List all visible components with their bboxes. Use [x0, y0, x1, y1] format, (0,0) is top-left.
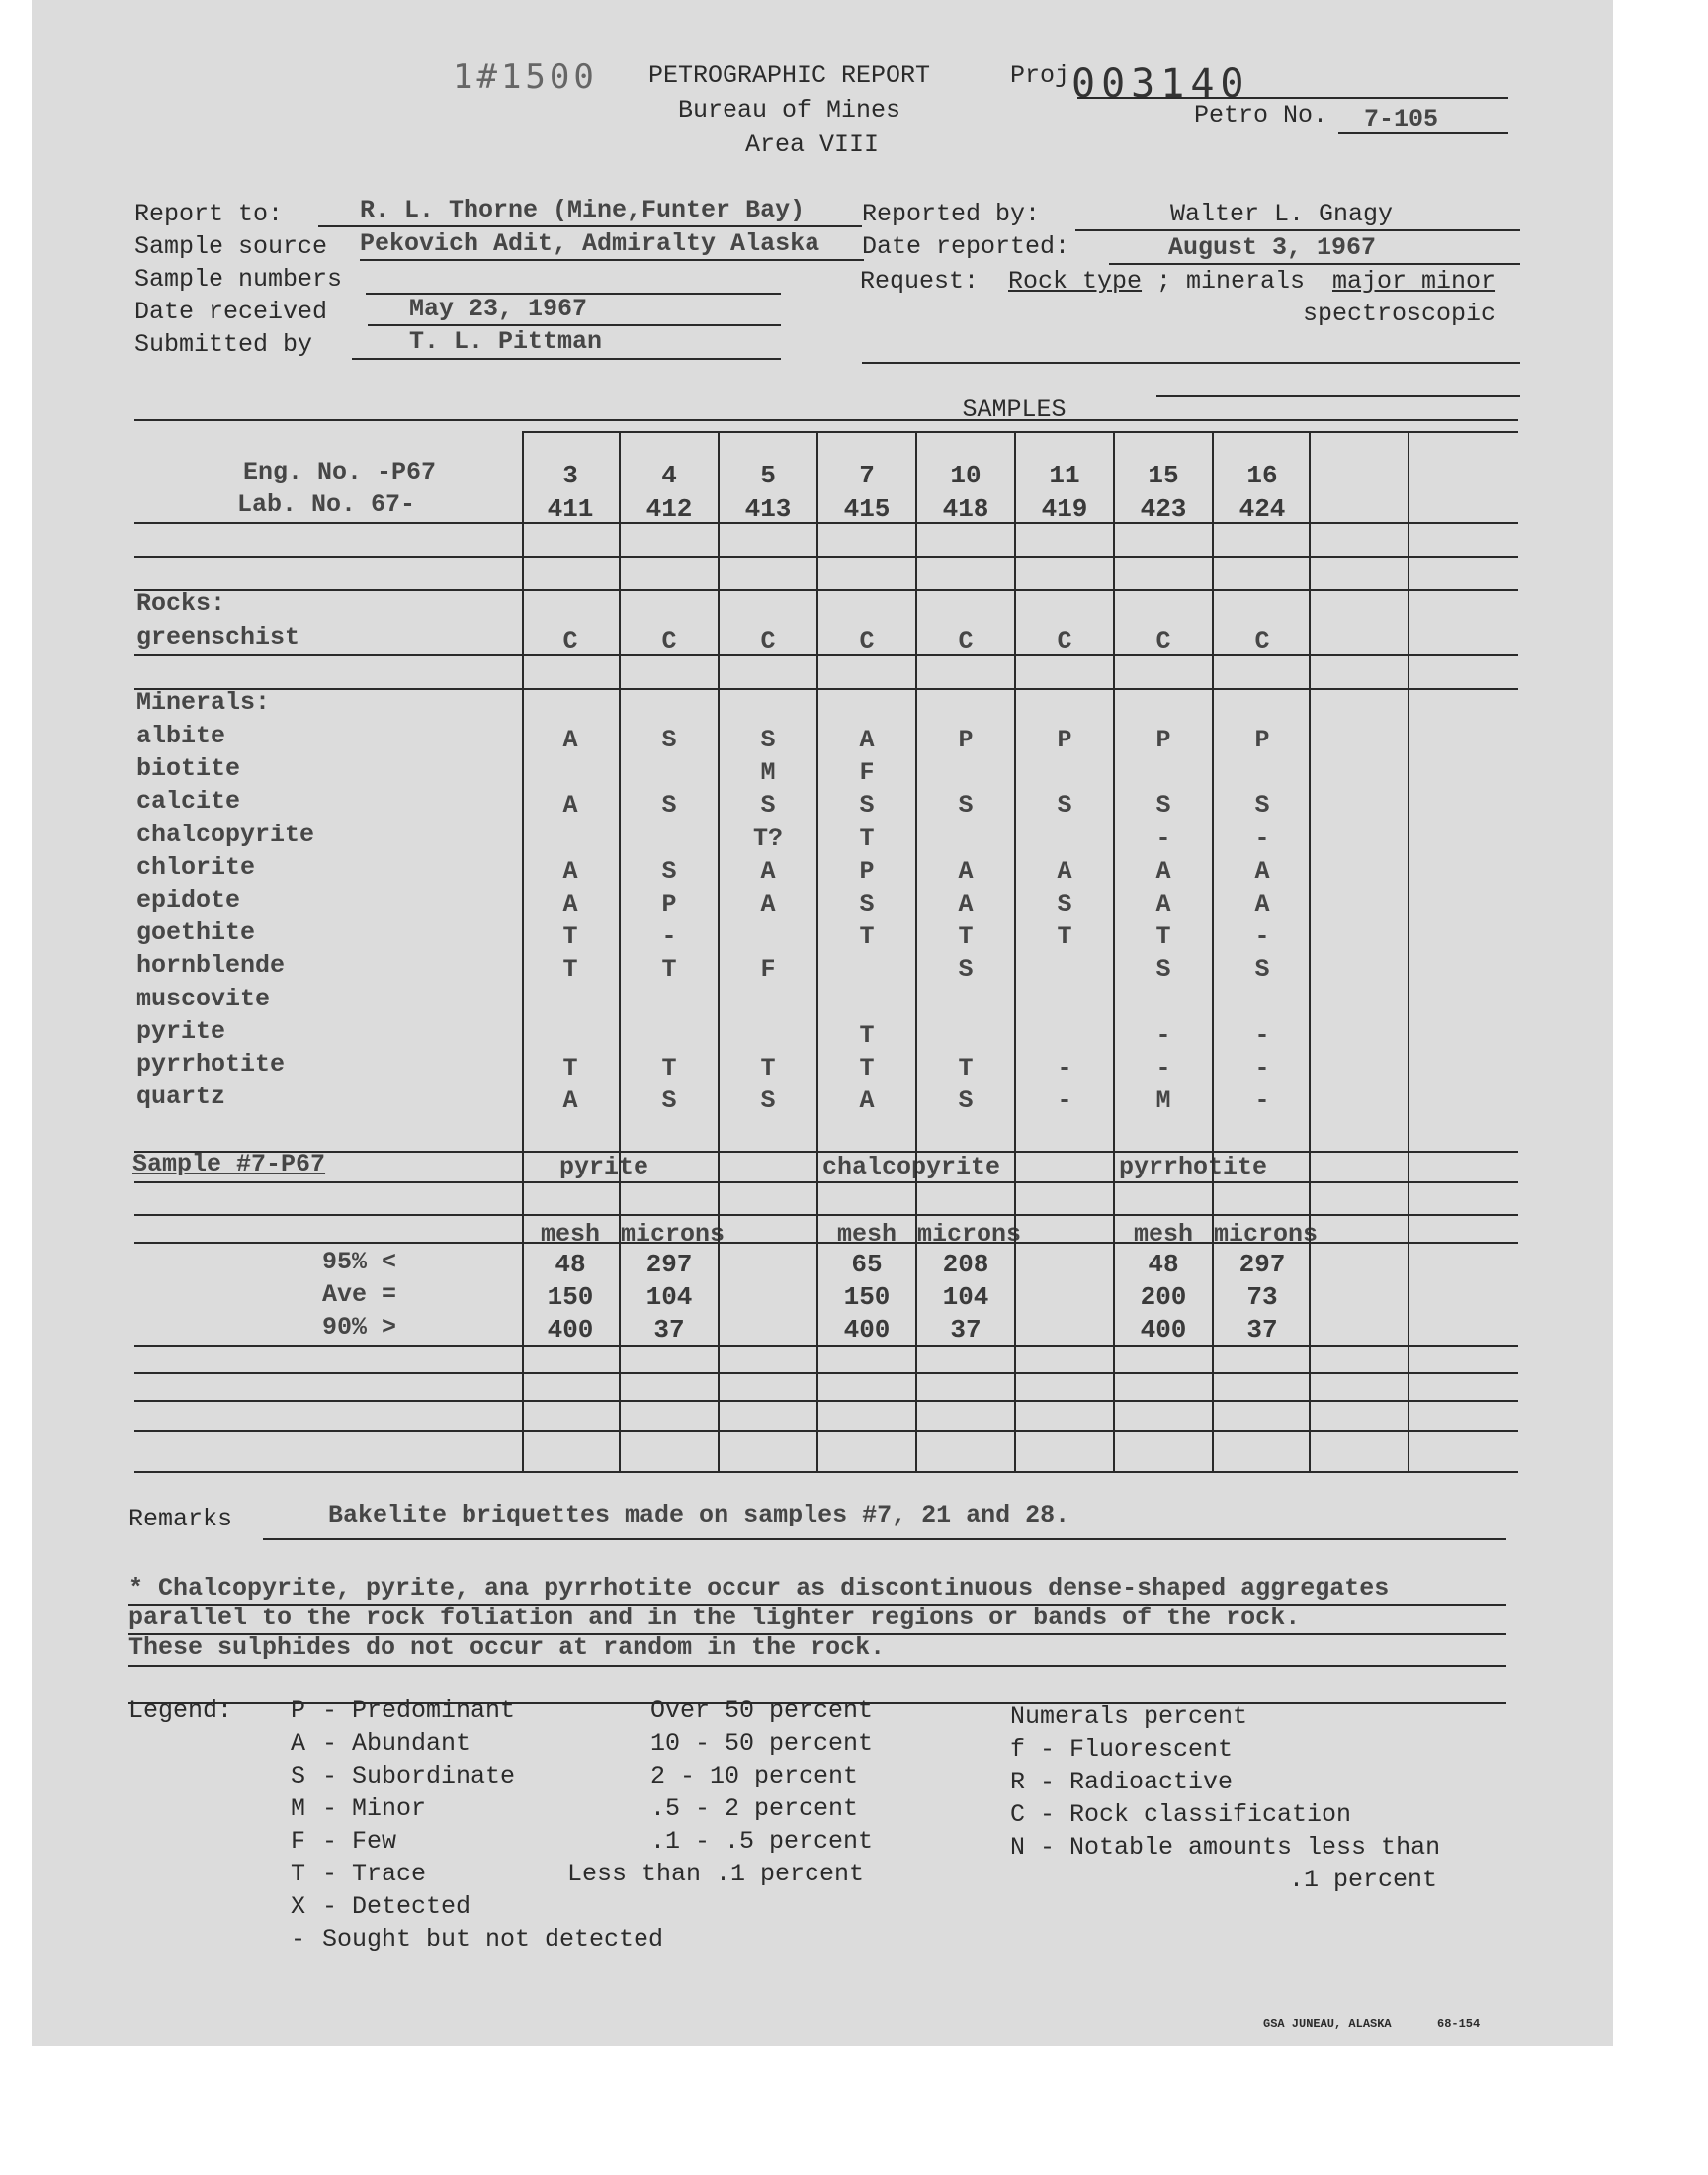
- remarks-line-4: These sulphides do not occur at random in the rock.: [128, 1633, 886, 1662]
- mineral-name: biotite: [136, 754, 241, 784]
- row-rule: [134, 1430, 1518, 1432]
- grain-row-label: Ave =: [322, 1280, 397, 1309]
- request-label: Request:: [860, 267, 980, 296]
- micron-value-cell: 104: [942, 1282, 989, 1312]
- row-rule: [134, 1214, 1518, 1216]
- margin-stamp: 1#1500: [453, 57, 598, 97]
- column-rule: [718, 431, 720, 1473]
- legend-meaning: - Predominant: [322, 1696, 516, 1725]
- mineral-value-cell: -: [1254, 1054, 1270, 1083]
- rock-value-cell: C: [1057, 627, 1072, 655]
- legend-range: Over 50 percent: [650, 1696, 874, 1725]
- column-rule: [1014, 431, 1016, 1473]
- eng-number-cell: 5: [760, 461, 776, 490]
- remarks-line-3: parallel to the rock foliation and in the lighter regions or bands of the rock.: [128, 1604, 1301, 1632]
- mineral-value-cell: F: [760, 955, 776, 985]
- remarks-line-2: * Chalcopyrite, pyrite, ana pyrrhotite occur as discontinuous dense-shaped aggregates: [128, 1574, 1390, 1603]
- sample-numbers-label: Sample numbers: [134, 265, 343, 294]
- legend-meaning: - Abundant: [322, 1729, 471, 1758]
- report-title: PETROGRAPHIC REPORT: [648, 61, 931, 90]
- micron-value-cell: 297: [645, 1250, 693, 1279]
- legend-code: M: [291, 1794, 306, 1823]
- mineral-value-cell: S: [760, 726, 776, 754]
- grain-sample-label: Sample #7-P67: [132, 1150, 326, 1178]
- mineral-name: albite: [136, 722, 226, 750]
- mesh-value-cell: 48: [1148, 1250, 1179, 1279]
- mineral-value-cell: T: [661, 955, 677, 985]
- eng-number-cell: 16: [1246, 461, 1278, 490]
- mineral-value-cell: -: [1155, 824, 1171, 853]
- mineral-value-cell: -: [661, 922, 677, 952]
- row-rule: [134, 522, 1518, 524]
- row-rule: [134, 654, 1518, 656]
- mineral-value-cell: F: [859, 758, 875, 788]
- column-rule: [522, 431, 524, 1473]
- legend-note: R - Radioactive: [1010, 1768, 1234, 1796]
- eng-number-cell: 4: [661, 461, 677, 490]
- proj-label: Proj: [1010, 61, 1070, 90]
- mineral-value-cell: A: [1057, 856, 1072, 886]
- mineral-value-cell: -: [1254, 824, 1270, 853]
- legend-meaning: - Trace: [322, 1860, 427, 1888]
- request-rock-type: Rock type: [1008, 267, 1143, 296]
- column-rule: [619, 431, 621, 1473]
- mineral-value-cell: S: [1254, 791, 1270, 821]
- lab-number-cell: 418: [942, 494, 989, 524]
- rock-value-cell: C: [1254, 627, 1270, 655]
- microns-header: microns: [1214, 1220, 1319, 1249]
- mineral-value-cell: A: [958, 856, 974, 886]
- mesh-value-cell: 150: [547, 1282, 594, 1312]
- mineral-value-cell: T: [562, 922, 578, 952]
- mineral-value-cell: S: [760, 791, 776, 821]
- mineral-name: pyrite: [136, 1016, 226, 1046]
- rock-value-cell: C: [1155, 627, 1171, 655]
- lab-number-cell: 413: [744, 494, 792, 524]
- mineral-name: chlorite: [136, 852, 256, 882]
- mineral-value-cell: S: [760, 1087, 776, 1116]
- legend-range: Less than .1 percent: [567, 1860, 865, 1888]
- micron-value-cell: 104: [645, 1282, 693, 1312]
- mesh-value-cell: 48: [555, 1250, 586, 1279]
- mineral-value-cell: S: [661, 856, 677, 886]
- rock-value-cell: C: [958, 627, 974, 655]
- mineral-value-cell: -: [1254, 1020, 1270, 1050]
- area-label: Area VIII: [745, 130, 880, 159]
- eng-number-cell: 3: [562, 461, 578, 490]
- row-rule: [134, 1400, 1518, 1402]
- submitted-by-label: Submitted by: [134, 330, 313, 359]
- legend-range: 10 - 50 percent: [650, 1729, 874, 1758]
- rock-name: greenschist: [136, 623, 300, 652]
- legend-meaning: - Few: [322, 1827, 397, 1856]
- mineral-value-cell: S: [859, 791, 875, 821]
- mineral-name: pyrrhotite: [136, 1050, 286, 1079]
- petro-number: 7-105: [1364, 105, 1439, 133]
- legend-meaning: Sought but not detected: [322, 1925, 664, 1954]
- remarks-label: Remarks: [128, 1505, 233, 1533]
- grain-group-name: pyrite: [559, 1153, 649, 1181]
- mineral-value-cell: S: [1057, 890, 1072, 918]
- mineral-value-cell: M: [760, 758, 776, 788]
- row-rule: [134, 1372, 1518, 1374]
- mineral-value-cell: A: [859, 726, 875, 754]
- mineral-value-cell: A: [1254, 856, 1270, 886]
- row-rule: [134, 1151, 1518, 1153]
- request-spectroscopic: spectroscopic: [1303, 300, 1496, 328]
- mesh-header: mesh: [540, 1220, 600, 1249]
- legend-code: A: [291, 1729, 306, 1758]
- legend-code: S: [291, 1762, 306, 1790]
- mineral-value-cell: S: [661, 726, 677, 754]
- lab-number-cell: 424: [1238, 494, 1286, 524]
- mineral-value-cell: T: [562, 955, 578, 985]
- mineral-value-cell: A: [760, 890, 776, 918]
- micron-value-cell: 73: [1246, 1282, 1278, 1312]
- legend-note: .1 percent: [1289, 1866, 1438, 1894]
- mineral-value-cell: A: [562, 726, 578, 754]
- mineral-value-cell: -: [1254, 922, 1270, 952]
- date-received-label: Date received: [134, 298, 328, 326]
- imprint: GSA JUNEAU, ALASKA: [1263, 2017, 1392, 2031]
- mineral-value-cell: A: [958, 890, 974, 918]
- legend-meaning: - Subordinate: [322, 1762, 516, 1790]
- mineral-value-cell: T: [760, 1054, 776, 1083]
- mineral-value-cell: S: [1057, 791, 1072, 821]
- date-reported-value: August 3, 1967: [1168, 233, 1377, 262]
- row-rule: [134, 1471, 1518, 1473]
- report-to-label: Report to:: [134, 200, 284, 228]
- mineral-value-cell: P: [661, 890, 677, 918]
- mineral-value-cell: T: [562, 1054, 578, 1083]
- mineral-value-cell: M: [1155, 1087, 1171, 1116]
- row-rule: [134, 556, 1518, 558]
- mineral-value-cell: T: [859, 922, 875, 952]
- mineral-value-cell: P: [1254, 726, 1270, 754]
- mineral-value-cell: P: [958, 726, 974, 754]
- rock-value-cell: C: [562, 627, 578, 655]
- legend-range: 2 - 10 percent: [650, 1762, 859, 1790]
- grain-group-name: chalcopyrite: [822, 1153, 1001, 1181]
- mineral-value-cell: A: [562, 856, 578, 886]
- mineral-name: quartz: [136, 1083, 226, 1112]
- mineral-value-cell: S: [1254, 955, 1270, 985]
- mineral-value-cell: T: [958, 1054, 974, 1083]
- micron-value-cell: 37: [653, 1315, 685, 1345]
- mineral-name: epidote: [136, 886, 241, 914]
- rock-value-cell: C: [760, 627, 776, 655]
- mesh-value-cell: 200: [1140, 1282, 1187, 1312]
- form-number: 68-154: [1437, 2017, 1481, 2031]
- legend-note: N - Notable amounts less than: [1010, 1833, 1441, 1862]
- mineral-value-cell: T: [859, 1054, 875, 1083]
- proj-number: 003140: [1071, 61, 1250, 107]
- mesh-value-cell: 65: [851, 1250, 883, 1279]
- eng-number-cell: 15: [1148, 461, 1179, 490]
- eng-number-cell: 10: [950, 461, 982, 490]
- samples-heading: SAMPLES: [962, 395, 1067, 424]
- legend-label: Legend:: [128, 1696, 233, 1725]
- mineral-value-cell: S: [958, 1087, 974, 1116]
- micron-value-cell: 297: [1238, 1250, 1286, 1279]
- legend-meaning: - Minor: [322, 1794, 427, 1823]
- mesh-header: mesh: [836, 1220, 897, 1249]
- legend-meaning: - Detected: [322, 1892, 471, 1921]
- mineral-value-cell: -: [1057, 1054, 1072, 1083]
- column-rule: [1309, 431, 1311, 1473]
- mineral-value-cell: S: [859, 890, 875, 918]
- mineral-value-cell: -: [1155, 1020, 1171, 1050]
- mineral-value-cell: A: [859, 1087, 875, 1116]
- mineral-value-cell: T?: [752, 824, 783, 853]
- mineral-value-cell: T: [1155, 922, 1171, 952]
- mineral-name: calcite: [136, 787, 241, 817]
- submitted-by-value: T. L. Pittman: [409, 327, 603, 356]
- mineral-value-cell: T: [859, 824, 875, 853]
- minerals-heading: Minerals:: [136, 688, 271, 717]
- mineral-value-cell: -: [1155, 1054, 1171, 1083]
- column-rule: [1408, 431, 1409, 1473]
- grain-row-label: 95% <: [322, 1248, 397, 1276]
- sample-source-label: Sample source: [134, 232, 328, 261]
- mineral-value-cell: S: [1155, 955, 1171, 985]
- mineral-value-cell: S: [661, 791, 677, 821]
- mineral-value-cell: T: [859, 1020, 875, 1050]
- rock-value-cell: C: [859, 627, 875, 655]
- row-rule: [134, 688, 1518, 690]
- mineral-value-cell: A: [760, 856, 776, 886]
- legend-code: F: [291, 1827, 306, 1856]
- sample-source-value: Pekovich Adit, Admiralty Alaska: [360, 229, 820, 258]
- eng-number-cell: 11: [1049, 461, 1080, 490]
- lab-number-cell: 415: [843, 494, 891, 524]
- mineral-name: hornblende: [136, 951, 286, 981]
- legend-code: P: [291, 1696, 306, 1725]
- mineral-value-cell: A: [562, 1087, 578, 1116]
- grain-row-label: 90% >: [322, 1313, 397, 1342]
- microns-header: microns: [917, 1220, 1022, 1249]
- mineral-value-cell: P: [1155, 726, 1171, 754]
- mineral-value-cell: -: [1057, 1087, 1072, 1116]
- mineral-value-cell: S: [1155, 791, 1171, 821]
- remarks-line-1: Bakelite briquettes made on samples #7, 21 and 28.: [328, 1501, 1070, 1529]
- rocks-heading: Rocks:: [136, 589, 226, 618]
- column-rule: [1212, 431, 1214, 1473]
- lab-number-cell: 423: [1140, 494, 1187, 524]
- mineral-value-cell: S: [661, 1087, 677, 1116]
- rock-value-cell: C: [661, 627, 677, 655]
- mesh-value-cell: 400: [1140, 1315, 1187, 1345]
- mineral-name: muscovite: [136, 984, 271, 1013]
- mineral-value-cell: T: [661, 1054, 677, 1083]
- micron-value-cell: 208: [942, 1250, 989, 1279]
- legend-note: Numerals percent: [1010, 1702, 1248, 1731]
- lab-number-cell: 419: [1041, 494, 1088, 524]
- legend-code: T: [291, 1860, 306, 1888]
- mineral-value-cell: P: [859, 856, 875, 886]
- micron-value-cell: 37: [950, 1315, 982, 1345]
- mineral-value-cell: S: [958, 791, 974, 821]
- legend-note: f - Fluorescent: [1010, 1735, 1234, 1764]
- mesh-value-cell: 150: [843, 1282, 891, 1312]
- mineral-name: chalcopyrite: [136, 820, 315, 849]
- legend-range: .1 - .5 percent: [650, 1827, 874, 1856]
- mineral-value-cell: A: [562, 791, 578, 821]
- mineral-value-cell: A: [1254, 890, 1270, 918]
- petro-label: Petro No.: [1194, 101, 1328, 130]
- mesh-value-cell: 400: [843, 1315, 891, 1345]
- lab-number-cell: 411: [547, 494, 594, 524]
- microns-header: microns: [621, 1220, 726, 1249]
- mineral-value-cell: T: [958, 922, 974, 952]
- mineral-value-cell: A: [562, 890, 578, 918]
- row-rule: [134, 1181, 1518, 1183]
- mineral-value-cell: -: [1254, 1087, 1270, 1116]
- mineral-value-cell: T: [1057, 922, 1072, 952]
- mineral-value-cell: P: [1057, 726, 1072, 754]
- date-reported-label: Date reported:: [862, 232, 1070, 261]
- legend-range: .5 - 2 percent: [650, 1794, 859, 1823]
- mesh-header: mesh: [1133, 1220, 1193, 1249]
- reported-by-label: Reported by:: [862, 200, 1041, 228]
- row-rule: [134, 589, 1518, 591]
- mineral-value-cell: A: [1155, 890, 1171, 918]
- legend-code: -: [291, 1925, 306, 1954]
- request-major-minor: major minor: [1332, 267, 1496, 296]
- mineral-value-cell: S: [958, 955, 974, 985]
- column-rule: [915, 431, 917, 1473]
- row-rule: [134, 1345, 1518, 1347]
- legend-note: C - Rock classification: [1010, 1800, 1352, 1829]
- date-received-value: May 23, 1967: [409, 295, 588, 323]
- bureau-name: Bureau of Mines: [678, 96, 901, 125]
- request-minerals: ; minerals: [1156, 267, 1306, 296]
- lab-no-label: Lab. No. 67-: [237, 490, 416, 519]
- row-rule: [134, 1242, 1518, 1244]
- report-to-value: R. L. Thorne (Mine,Funter Bay): [360, 196, 806, 224]
- micron-value-cell: 37: [1246, 1315, 1278, 1345]
- lab-number-cell: 412: [645, 494, 693, 524]
- mineral-name: goethite: [136, 918, 256, 948]
- eng-no-label: Eng. No. -P67: [243, 458, 437, 486]
- grain-group-name: pyrrhotite: [1119, 1153, 1268, 1181]
- column-rule: [1113, 431, 1115, 1473]
- legend-code: X: [291, 1892, 306, 1921]
- mesh-value-cell: 400: [547, 1315, 594, 1345]
- eng-number-cell: 7: [859, 461, 875, 490]
- reported-by-value: Walter L. Gnagy: [1170, 200, 1394, 228]
- mineral-value-cell: A: [1155, 856, 1171, 886]
- column-rule: [816, 431, 818, 1473]
